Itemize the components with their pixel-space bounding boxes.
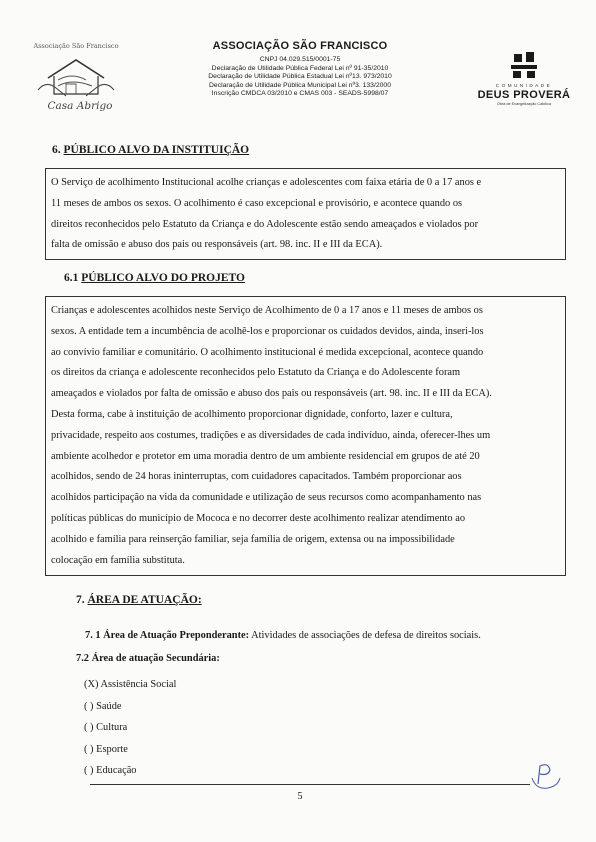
- section-61-line: acolhidos participação na vida da comunidade e utilização de seus recursos como acompanhamento nas: [51, 492, 482, 504]
- section-61-line: ameaçados e violados por falta de omissão e abuso dos pais ou responsáveis (art. 98. inc. II e III da ECA).: [51, 388, 492, 400]
- community-emblem-icon: [507, 50, 541, 80]
- community-label: COMUNIDADE: [495, 83, 553, 88]
- deus-provera-logo: [470, 50, 578, 120]
- section-6-line: falta de omissão e abuso dos pais ou responsáveis (art. 98. inc. II e III da ECA).: [51, 239, 383, 251]
- municipal-declaration-line: Declaração de Utilidade Pública Municipal Lei nº3. 133/2000: [209, 81, 391, 89]
- section-61-line: políticas públicas do município de Mococa e no decorrer deste acolhimento realizar atendimento ao: [51, 512, 466, 524]
- house-hands-logo-icon: [26, 50, 126, 104]
- option-educacao: ( ) Educação: [84, 765, 137, 776]
- section-61-line: acolhidos, sendo de 24 horas ininterruptas, com cuidadores capacitados. Também proporcionar aos: [51, 471, 462, 483]
- section-61-title: PÚBLICO ALVO DO PROJETO: [81, 272, 245, 284]
- state-declaration-line: Declaração de Utilidade Pública Estadual Lei nº13. 973/2010: [208, 73, 392, 81]
- section-6-number: 6.: [52, 144, 61, 156]
- cnpj-line: CNPJ 04.029.515/0001-75: [259, 56, 341, 63]
- organization-name: ASSOCIAÇÃO SÃO FRANCISCO: [212, 40, 388, 52]
- section-7-heading: [76, 594, 202, 606]
- primary-area-value: Atividades de associações de defesa de direitos sociais.: [251, 630, 481, 641]
- section-6-heading: [52, 144, 249, 156]
- letterhead: [160, 40, 440, 99]
- option-cultura: ( ) Cultura: [84, 722, 128, 733]
- section-6-box: [45, 168, 566, 260]
- secondary-area-label: 7.2 Área de atuação Secundária:: [76, 653, 220, 664]
- logo-caption-bottom: Casa Abrigo: [47, 100, 113, 112]
- primary-area-line: [85, 630, 481, 641]
- section-61-line: Crianças e adolescentes acolhidos neste Serviço de Acolhimento de 0 a 17 anos e 11 meses de ambos os: [51, 305, 483, 316]
- section-61-line: colocação em família substituta.: [51, 554, 185, 566]
- primary-area-label: 7. 1 Área de Atuação Preponderante:: [85, 630, 250, 641]
- page-number: 5: [297, 791, 303, 802]
- option-assistencia-social: (X) Assistência Social: [84, 679, 177, 690]
- footer-rule: [90, 784, 530, 785]
- deus-provera-subtitle: Obra de Evangelização Católica: [496, 102, 552, 106]
- federal-declaration-line: Declaração de Utilidade Pública Federal Lei nº 91-35/2010: [211, 64, 389, 72]
- option-esporte: ( ) Esporte: [84, 743, 128, 755]
- deus-provera-title: DEUS PROVERÁ: [477, 89, 571, 101]
- section-7-title: ÁREA DE ATUAÇÃO:: [87, 594, 202, 606]
- section-61-number: 6.1: [64, 272, 79, 284]
- secondary-area-line: [76, 653, 220, 664]
- option-saude: ( ) Saúde: [84, 700, 122, 712]
- section-6-title: PÚBLICO ALVO DA INSTITUIÇÃO: [63, 144, 250, 156]
- section-61-line: Desta forma, cabe à instituição de acolhimento proporcionar dignidade, conforto, lazer e cultura,: [51, 408, 453, 420]
- handwritten-initials-icon: [528, 758, 564, 792]
- registration-line: Inscrição CMDCA 03/2010 e CMAS 003 - SEADS-5998/07: [211, 90, 389, 98]
- section-6-line: direitos reconhecidos pelo Estatuto da Criança e do Adolescente estão sendo ameaçados e violados por: [51, 218, 479, 230]
- section-61-line: privacidade, respeito aos costumes, tradições e as diversidades de cada indivíduo, ainda, oferecer-lhes um: [51, 429, 491, 441]
- section-61-line: ao convívio familiar e comunitário. O acolhimento institucional é medida excepcional, acontece quando: [51, 346, 484, 358]
- logo-caption-top: Associação São Francisco: [33, 42, 119, 50]
- casa-abrigo-logo: [20, 42, 132, 116]
- section-61-line: ambiente acolhedor e protetor em uma moradia dentro de um ambiente residencial em grupos de até 20: [51, 450, 480, 462]
- section-6-line: 11 meses de ambos os sexos. O acolhimento é caso excepcional e provisório, e acontece quando os: [51, 197, 463, 209]
- section-6-line: O Serviço de acolhimento Institucional acolhe crianças e adolescentes com faixa etária de 0 a 17 anos e: [51, 177, 482, 188]
- section-61-line: acolhido e família para reinserção familiar, seja família de origem, extensa ou na impossibilidade: [51, 533, 455, 545]
- section-61-line: os direitos da criança e adolescente reconhecidos pelo Estatuto da Criança e do Adolescente foram: [51, 367, 461, 379]
- section-61-heading: [64, 272, 245, 284]
- section-7-number: 7.: [76, 594, 85, 606]
- secondary-area-options: [84, 674, 176, 782]
- section-61-box: [45, 296, 566, 576]
- section-61-line: sexos. A entidade tem a incumbência de acolhê-los e proporcionar os cuidados devidos, ainda, inseri-los: [51, 325, 484, 337]
